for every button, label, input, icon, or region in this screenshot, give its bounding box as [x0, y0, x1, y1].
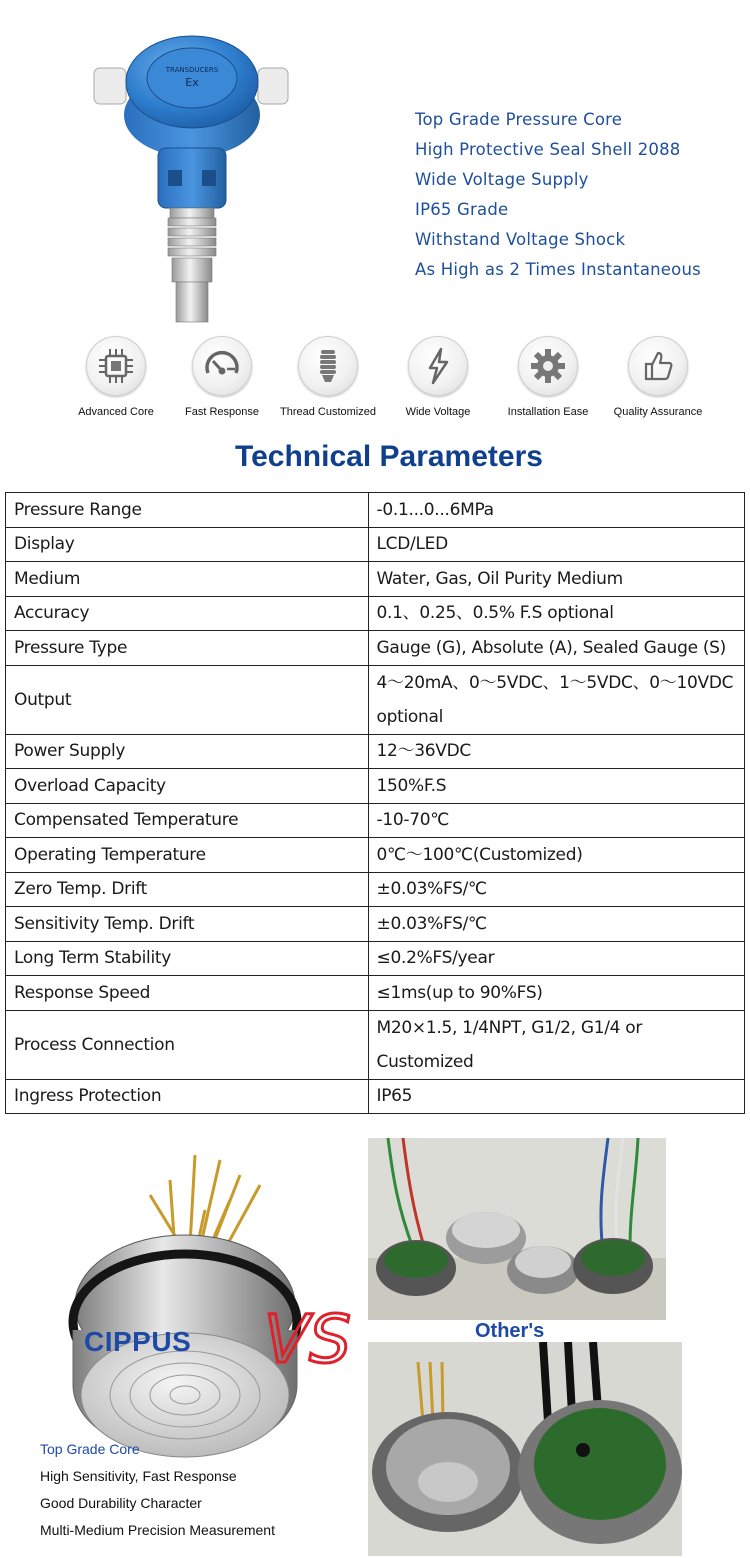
vs-mark: [258, 1290, 378, 1380]
param-name: Sensitivity Temp. Drift: [6, 907, 369, 942]
core-advantages-list: [40, 1436, 275, 1544]
param-value: -10-70℃: [368, 803, 745, 838]
ex-mark: Ex: [185, 76, 199, 89]
table-row: [6, 527, 745, 562]
param-value: Water, Gas, Oil Purity Medium: [368, 562, 745, 597]
section-title: Technical Parameters: [235, 440, 543, 473]
param-name: Medium: [6, 562, 369, 597]
core-point: Multi-Medium Precision Measurement: [40, 1522, 275, 1538]
feature-item: Wide Voltage Supply: [415, 170, 589, 189]
feature-wide-voltage: [382, 336, 494, 418]
param-value: 0.1、0.25、0.5% F.S optional: [368, 596, 745, 631]
table-row: [6, 803, 745, 838]
param-value: 0℃～100℃(Customized): [368, 838, 745, 873]
thumbs-up-icon: [637, 345, 679, 387]
param-name: Pressure Type: [6, 631, 369, 666]
param-value: LCD/LED: [368, 527, 745, 562]
feature-item: As High as 2 Times Instantaneous: [415, 260, 701, 279]
feature-item: Top Grade Pressure Core: [415, 110, 623, 129]
table-row: [6, 941, 745, 976]
table-row: [6, 665, 745, 734]
feature-installation-ease: [492, 336, 604, 418]
other-sensors-image-1: [368, 1138, 666, 1320]
technical-parameters-table: [5, 492, 745, 1114]
param-value: ≤1ms(up to 90%FS): [368, 976, 745, 1011]
table-row: [6, 1079, 745, 1114]
table-row: [6, 734, 745, 769]
chip-icon: [95, 345, 137, 387]
param-name: Zero Temp. Drift: [6, 872, 369, 907]
core-point: Good Durability Character: [40, 1495, 202, 1511]
table-row: [6, 631, 745, 666]
param-value: ±0.03%FS/℃: [368, 872, 745, 907]
icon-label: Advanced Core: [78, 406, 154, 418]
icon-label: Fast Response: [185, 406, 259, 418]
other-sensors-image-2: [368, 1342, 682, 1556]
icon-label: Quality Assurance: [613, 406, 703, 418]
param-name: Power Supply: [6, 734, 369, 769]
param-value: -0.1...0...6MPa: [368, 493, 745, 528]
speedometer-icon: [201, 345, 243, 387]
pressure-transmitter-image: [92, 20, 292, 335]
table-row: [6, 976, 745, 1011]
feature-item: High Protective Seal Shell 2088: [415, 140, 681, 159]
feature-item: IP65 Grade: [415, 200, 509, 219]
param-value: Gauge (G), Absolute (A), Sealed Gauge (S): [368, 631, 745, 666]
param-value: ≤0.2%FS/year: [368, 941, 745, 976]
param-value: 150%F.S: [368, 769, 745, 804]
core-point: High Sensitivity, Fast Response: [40, 1468, 237, 1484]
param-name: Pressure Range: [6, 493, 369, 528]
param-name: Ingress Protection: [6, 1079, 369, 1114]
table-row: [6, 562, 745, 597]
param-name: Overload Capacity: [6, 769, 369, 804]
param-value: IP65: [368, 1079, 745, 1114]
nameplate-text: TRANSDUCERS: [165, 66, 219, 74]
param-name: Display: [6, 527, 369, 562]
table-row: [6, 907, 745, 942]
table-row: [6, 769, 745, 804]
feature-quality-assurance: [602, 336, 714, 418]
gear-icon: [527, 345, 569, 387]
comparison-section: [0, 1130, 750, 1558]
param-value: 4～20mA、0～5VDC、1～5VDC、0～10VDC optional: [368, 665, 745, 734]
icon-label: Installation Ease: [507, 406, 589, 418]
feature-icons-row: [60, 336, 740, 426]
param-name: Response Speed: [6, 976, 369, 1011]
product-hero: [0, 0, 750, 335]
param-name: Process Connection: [6, 1010, 369, 1079]
core-point: Top Grade Core: [40, 1441, 140, 1457]
icon-label: Wide Voltage: [405, 406, 471, 418]
table-row: [6, 493, 745, 528]
param-name: Accuracy: [6, 596, 369, 631]
table-row: [6, 872, 745, 907]
feature-advanced-core: [60, 336, 172, 418]
table-row: [6, 1010, 745, 1079]
brand-label: CIPPUS: [84, 1326, 192, 1357]
feature-thread-customized: [272, 336, 384, 418]
param-value: M20×1.5, 1/4NPT, G1/2, G1/4 or Customized: [368, 1010, 745, 1079]
param-name: Output: [6, 665, 369, 734]
feature-fast-response: [166, 336, 278, 418]
icon-label: Thread Customized: [280, 406, 376, 418]
table-row: [6, 838, 745, 873]
param-value: 12～36VDC: [368, 734, 745, 769]
lightning-icon: [417, 345, 459, 387]
feature-item: Withstand Voltage Shock: [415, 230, 626, 249]
table-row: [6, 596, 745, 631]
param-value: ±0.03%FS/℃: [368, 907, 745, 942]
feature-list: [415, 105, 701, 285]
vs-text: VS: [264, 1301, 352, 1378]
thread-icon: [307, 345, 349, 387]
others-label: Other's: [475, 1320, 545, 1342]
param-name: Operating Temperature: [6, 838, 369, 873]
param-name: Compensated Temperature: [6, 803, 369, 838]
param-name: Long Term Stability: [6, 941, 369, 976]
